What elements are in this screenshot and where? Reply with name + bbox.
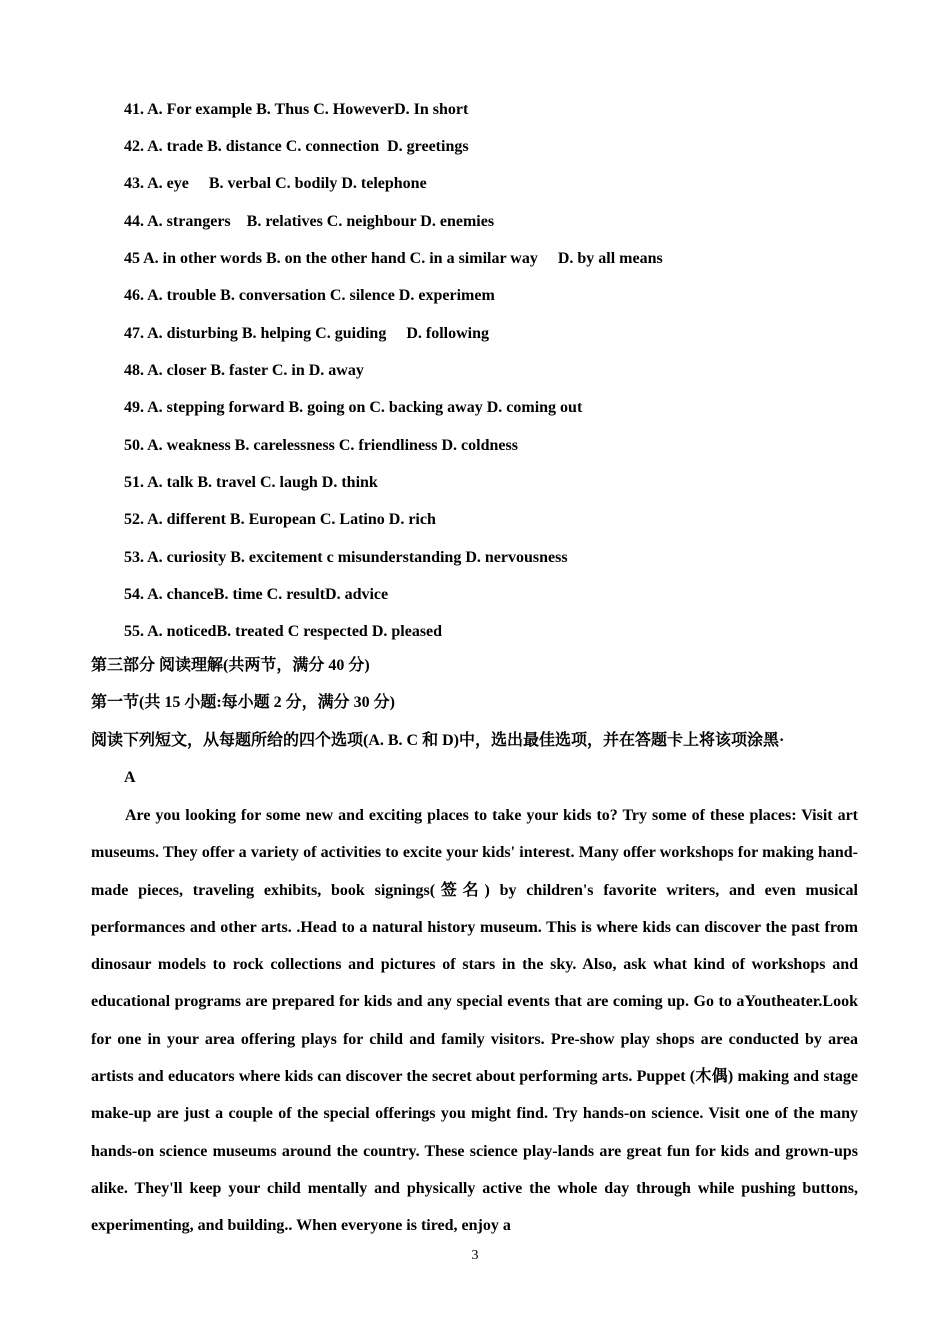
part-three-title: 第三部分 阅读理解(共两节，满分 40 分) xyxy=(91,657,370,674)
page-number: 3 xyxy=(471,1248,479,1263)
question-43-options: 43. A. eye B. verbal C. bodily D. telephone xyxy=(124,175,427,192)
question-53-options: 53. A. curiosity B. excitement c misunderstanding D. nervousness xyxy=(124,549,568,566)
question-41-options: 41. A. For example B. Thus C. HoweverD. In short xyxy=(124,101,469,118)
section-one-title: 第一节(共 15 小题:每小题 2 分，满分 30 分) xyxy=(91,694,395,711)
question-47-options: 47. A. disturbing B. helping C. guiding D. following xyxy=(124,325,489,342)
question-54-options: 54. A. chanceB. time C. resultD. advice xyxy=(124,586,389,603)
passage-text: Are you looking for some new and exciting places to take your kids to? Try some of these places: Visit art museums. They offer a variety of activities to excite your kids' interest. Many offer workshops for making hand-made pieces, traveling exhibits, book signings(签名) by children's favorite writers, and even musical performances and other arts. .Head to a natural history museum. This is where kids can discover the past from dinosaur models to rock collections and pictures of stars in the sky. Also, ask what kind of workshops and educational programs are prepared for kids and any special events that are coming up. Go to aYoutheater.Look for one in your area offering plays for child and family visitors. Pre-show play shops are conducted by area artists and educators where kids can discover the secret about performing arts. Puppet (木偶) making and stage make-up are just a couple of the special offerings you might find. Try hands-on science. Visit one of the many hands-on science museums around the country. These science play-lands are great fun for kids and grown-ups alike. They'll keep your child mentally and physically active the whole day through while pushing buttons, experimenting, and building.. When everyone is tired, enjoy a xyxy=(91,807,858,1235)
question-45-options: 45 A. in other words B. on the other hand C. in a similar way D. by all means xyxy=(124,250,663,267)
question-49-options: 49. A. stepping forward B. going on C. backing away D. coming out xyxy=(124,399,583,416)
question-46-options: 46. A. trouble B. conversation C. silence D. experimem xyxy=(124,287,495,304)
question-51-options: 51. A. talk B. travel C. laugh D. think xyxy=(124,474,378,491)
passage-label: A xyxy=(124,769,136,786)
question-50-options: 50. A. weakness B. carelessness C. friendliness D. coldness xyxy=(124,437,518,454)
reading-instructions: 阅读下列短文，从每题所给的四个选项(A. B. C 和 D)中，选出最佳选项，并在答题卡上将该项涂黑· xyxy=(91,732,785,749)
question-44-options: 44. A. strangers B. relatives C. neighbour D. enemies xyxy=(124,213,495,230)
question-55-options: 55. A. noticedB. treated C respected D. pleased xyxy=(124,623,443,640)
question-48-options: 48. A. closer B. faster C. in D. away xyxy=(124,362,364,379)
question-42-options: 42. A. trade B. distance C. connection D. greetings xyxy=(124,138,469,155)
question-52-options: 52. A. different B. European C. Latino D. rich xyxy=(124,511,436,528)
